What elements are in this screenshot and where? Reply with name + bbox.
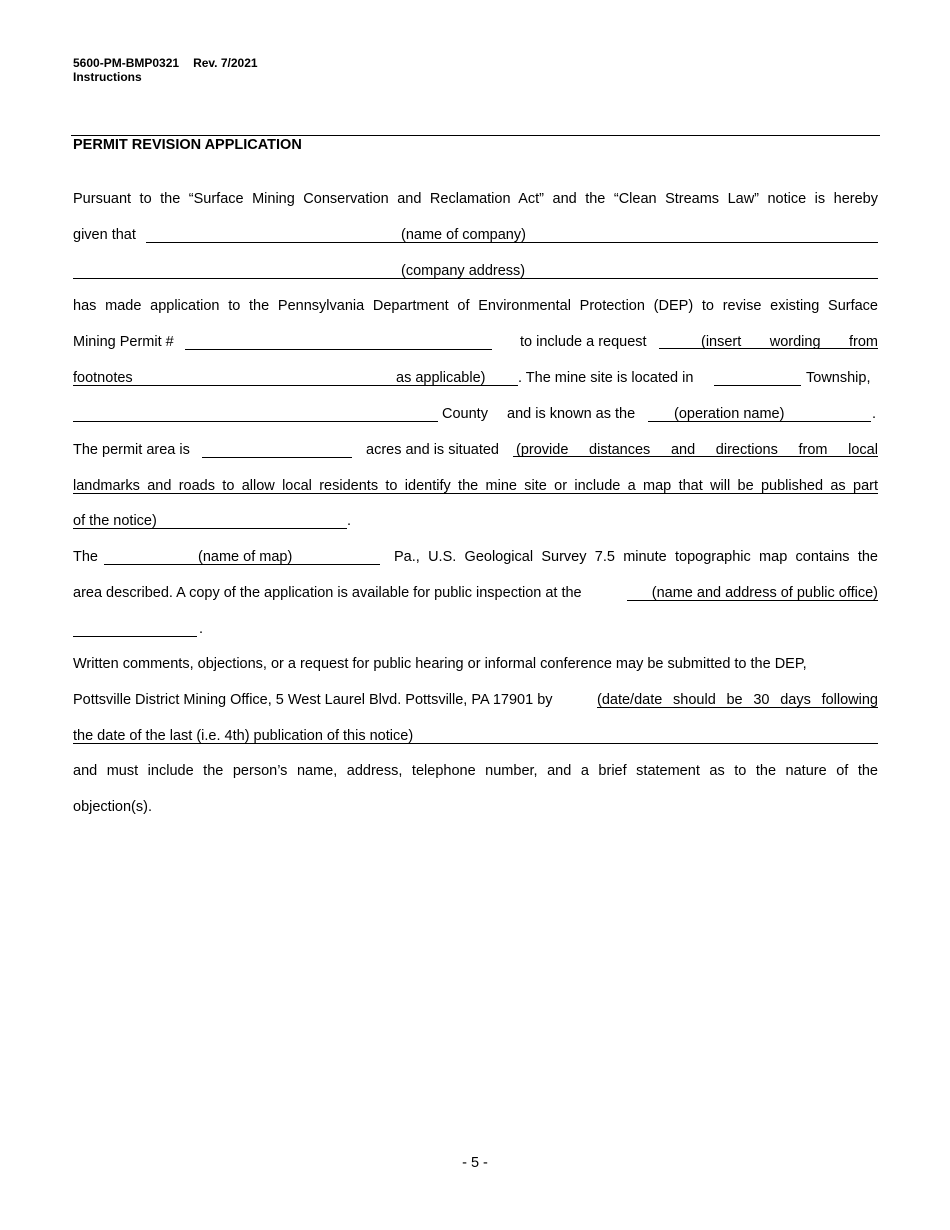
township-line xyxy=(73,368,878,388)
operation-name-field[interactable] xyxy=(648,404,871,422)
page-title: PERMIT REVISION APPLICATION xyxy=(73,137,302,153)
company-address-field[interactable] xyxy=(73,261,878,279)
comments-text: Written comments, objections, or a request for public hearing or informal conference may be submitted to the DEP, xyxy=(73,656,807,672)
objections-text: objection(s). xyxy=(73,799,152,815)
comment-deadline-field[interactable] xyxy=(597,690,878,708)
request-wording-field-cont[interactable] xyxy=(73,368,518,386)
the-label: The xyxy=(73,549,98,565)
map-line xyxy=(73,547,878,567)
text-line xyxy=(73,797,878,817)
period: . xyxy=(347,513,352,529)
hint-word: (date/date xyxy=(597,692,663,708)
hint-word: 30 xyxy=(753,692,770,708)
company-address-hint: (company address) xyxy=(401,263,526,279)
hint-word: directions xyxy=(715,442,778,458)
period: . xyxy=(199,621,204,637)
hint-word: (provide xyxy=(516,442,569,458)
operation-name-hint: (operation name) xyxy=(674,406,785,422)
location-description-field-end[interactable] xyxy=(73,511,347,529)
hint-footnotes: footnotes xyxy=(73,370,133,386)
hint-word: days xyxy=(780,692,811,708)
hint-word: (insert xyxy=(701,334,742,350)
must-include-text: and must include the person’s name, address, telephone number, and a brief statement as to the nature of the xyxy=(73,763,878,779)
hint-word: be xyxy=(726,692,743,708)
hint-word: local xyxy=(848,442,878,458)
district-office-text: Pottsville District Mining Office, 5 West Laurel Blvd. Pottsville, PA 17901 by xyxy=(73,692,553,708)
page-number: - 5 - xyxy=(462,1155,488,1171)
hint-word: from xyxy=(848,334,878,350)
county-field[interactable] xyxy=(73,404,438,422)
company-name-line xyxy=(73,225,878,245)
intro-text: Pursuant to the “Surface Mining Conservation and Reclamation Act” and the “Clean Streams Law” notice is hereby xyxy=(73,191,878,207)
date-cont-line xyxy=(73,726,878,746)
company-address-line xyxy=(73,261,878,281)
notice-end-line xyxy=(73,511,878,531)
public-office-cont-line xyxy=(73,619,878,639)
permit-area-label: The permit area is xyxy=(73,442,190,458)
text-line xyxy=(73,761,878,781)
form-header xyxy=(73,56,258,84)
text-line xyxy=(73,296,878,316)
township-label: Township, xyxy=(806,370,871,386)
public-office-field[interactable]: (name and address of public office) xyxy=(627,583,878,601)
hint-of-the-notice: of the notice) xyxy=(73,513,157,529)
include-request-label: to include a request xyxy=(520,334,647,350)
hint-as-applicable: as applicable) xyxy=(396,370,486,386)
company-name-hint: (name of company) xyxy=(401,227,526,243)
hint-word: distances xyxy=(589,442,651,458)
permit-area-line xyxy=(73,440,878,460)
permit-number-label: Mining Permit # xyxy=(73,334,174,350)
hint-word: and xyxy=(670,442,696,458)
text-line xyxy=(73,189,878,209)
text-line xyxy=(73,654,878,674)
permit-number-line xyxy=(73,332,878,352)
location-description-line xyxy=(73,476,878,496)
area-described-text: area described. A copy of the application is available for public inspection at the xyxy=(73,585,582,601)
location-description-field-cont[interactable]: landmarks and roads to allow local residents to identify the mine site or include a map that will be published as part xyxy=(73,478,878,494)
given-that-label: given that xyxy=(73,227,136,243)
hint-word: from xyxy=(798,442,828,458)
form-revision: Rev. 7/2021 xyxy=(193,56,258,70)
permit-number-field[interactable] xyxy=(185,332,492,350)
date-line xyxy=(73,690,878,710)
public-office-line xyxy=(73,583,878,603)
location-description-field[interactable] xyxy=(513,440,878,457)
acres-situated-label: acres and is situated xyxy=(366,442,499,458)
county-line xyxy=(73,404,878,424)
company-name-field[interactable] xyxy=(146,225,878,243)
map-name-field[interactable] xyxy=(104,547,380,565)
hint-word: wording xyxy=(769,334,821,350)
hint-date-line2: the date of the last (i.e. 4th) publication of this notice) xyxy=(73,728,414,744)
public-office-field-cont[interactable] xyxy=(73,619,197,637)
form-number: 5600-PM-BMP0321 xyxy=(73,56,180,70)
acres-field[interactable] xyxy=(202,440,352,458)
county-label: County xyxy=(442,406,488,422)
application-text: has made application to the Pennsylvania Department of Environmental Protection (DEP) to revise existing Surface xyxy=(73,298,878,314)
period: . xyxy=(872,406,877,422)
request-wording-field[interactable] xyxy=(659,332,878,349)
usgs-text: Pa., U.S. Geological Survey 7.5 minute topographic map contains the xyxy=(394,549,878,565)
hint-word: following xyxy=(821,692,878,708)
comment-deadline-field-cont[interactable] xyxy=(73,726,878,744)
township-field[interactable] xyxy=(714,368,801,386)
map-name-hint: (name of map) xyxy=(198,549,293,565)
hint-word: should xyxy=(673,692,716,708)
form-section: Instructions xyxy=(73,70,142,84)
header-rule xyxy=(71,135,880,136)
known-as-label: and is known as the xyxy=(507,406,636,422)
mine-located-label: . The mine site is located in xyxy=(518,370,694,386)
